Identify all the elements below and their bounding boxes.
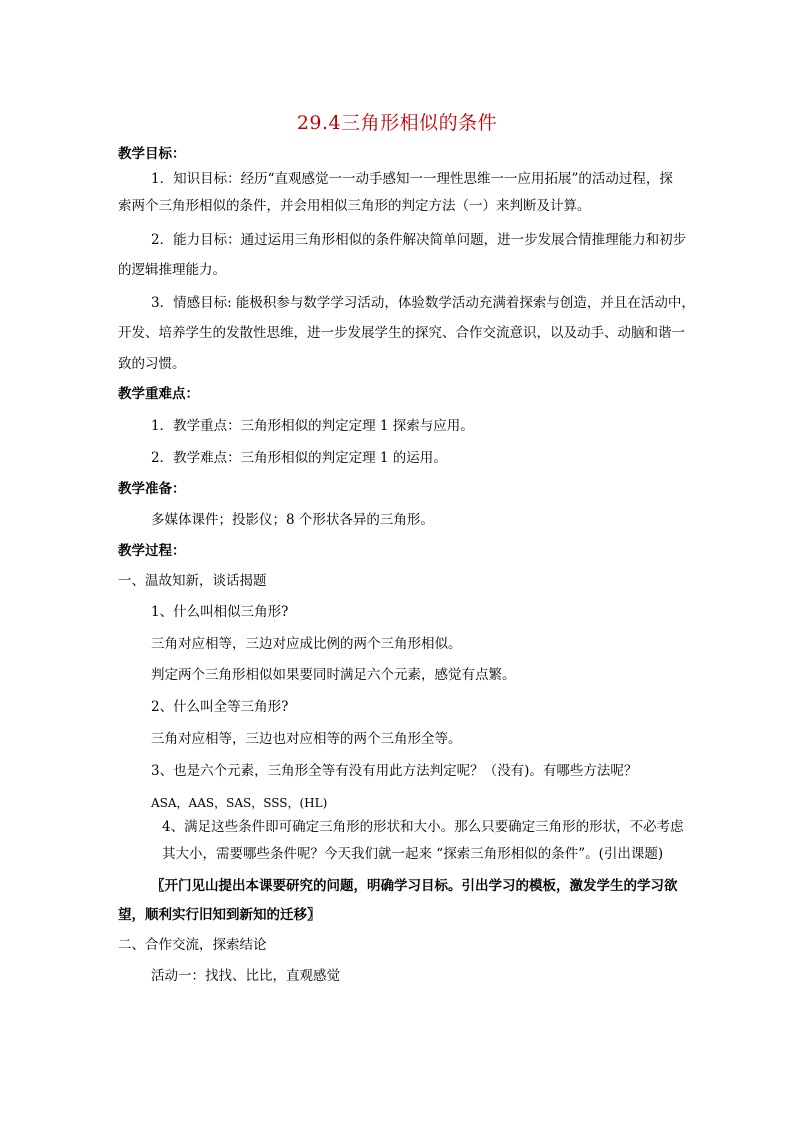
answer-1b: 判定两个三角形相似如果要同时满足六个元素，感觉有点繁。 bbox=[151, 667, 516, 683]
goal-knowledge-line-1: 1．知识目标：经历“直观感觉一一动手感知一一理性思维一一应用拓展”的活动过程，探 bbox=[151, 171, 673, 187]
preparation-text: 多媒体课件；投影仪；8 个形状各异的三角形。 bbox=[151, 512, 434, 528]
key-point-focus: 1．教学重点：三角形相似的判定定理 1 探索与应用。 bbox=[151, 418, 474, 434]
answer-1: 三角对应相等，三边对应成比例的两个三角形相似。 bbox=[151, 636, 462, 652]
teaching-goals-heading: 教学目标： bbox=[118, 146, 186, 162]
question-4-line-2: 其大小，需要哪些条件呢？今天我们就一起来 “探索三角形相似的条件”。(引出课题) bbox=[162, 846, 664, 862]
answer-2: 三角对应相等，三边也对应相等的两个三角形全等。 bbox=[151, 731, 462, 747]
key-points-heading: 教学重难点： bbox=[118, 386, 199, 402]
goal-emotion-line-2: 开发、培养学生的发散性思维，进一步发展学生的探究、合作交流意识，以及动手、动脑和谐一 bbox=[118, 325, 685, 341]
goal-emotion-line-1: 3．情感目标: 能极积参与数学学习活动，体验数学活动充满着探索与创造，并且在活动中， bbox=[151, 295, 695, 311]
question-4-line-1: 4、满足这些条件即可确定三角形的形状和大小。那么只要确定三角形的形状，不必考虑 bbox=[162, 819, 684, 835]
goal-knowledge-line-2: 索两个三角形相似的条件，并会用相似三角形的判定方法（一）来判断及计算。 bbox=[118, 198, 591, 214]
teaching-note-line-1: 〖开门见山提出本课要研究的问题，明确学习目标。引出学习的模板，激发学生的学习欲 bbox=[151, 878, 678, 894]
page-title: 29.4三角形相似的条件 bbox=[296, 112, 498, 134]
teaching-note-line-2: 望，顺利实行旧知到新知的迁移〗 bbox=[118, 907, 321, 923]
activity-one: 活动一：找找、比比，直观感觉 bbox=[151, 968, 340, 984]
question-1: 1、什么叫相似三角形? bbox=[151, 604, 289, 620]
goal-ability-line-2: 的逻辑推理能力。 bbox=[118, 262, 226, 278]
goal-emotion-line-3: 致的习惯。 bbox=[118, 356, 186, 372]
question-3: 3、也是六个元素，三角形全等有没有用此方法判定呢？（没有)。有哪些方法呢？ bbox=[151, 763, 638, 779]
answer-3: ASA，AAS，SAS，SSS，(HL) bbox=[151, 796, 328, 810]
goal-ability-line-1: 2．能力目标：通过运用三角形相似的条件解决简单问题，进一步发展合情推理能力和初步 bbox=[151, 232, 687, 248]
process-heading: 教学过程： bbox=[118, 543, 186, 559]
question-2: 2、什么叫全等三角形? bbox=[151, 699, 289, 715]
section-two-title: 二、合作交流，探索结论 bbox=[118, 937, 267, 953]
key-point-difficulty: 2．教学难点：三角形相似的判定定理 1 的运用。 bbox=[151, 450, 447, 466]
preparation-heading: 教学准备： bbox=[118, 481, 186, 497]
section-one-title: 一、温故知新，谈话揭题 bbox=[118, 573, 267, 589]
